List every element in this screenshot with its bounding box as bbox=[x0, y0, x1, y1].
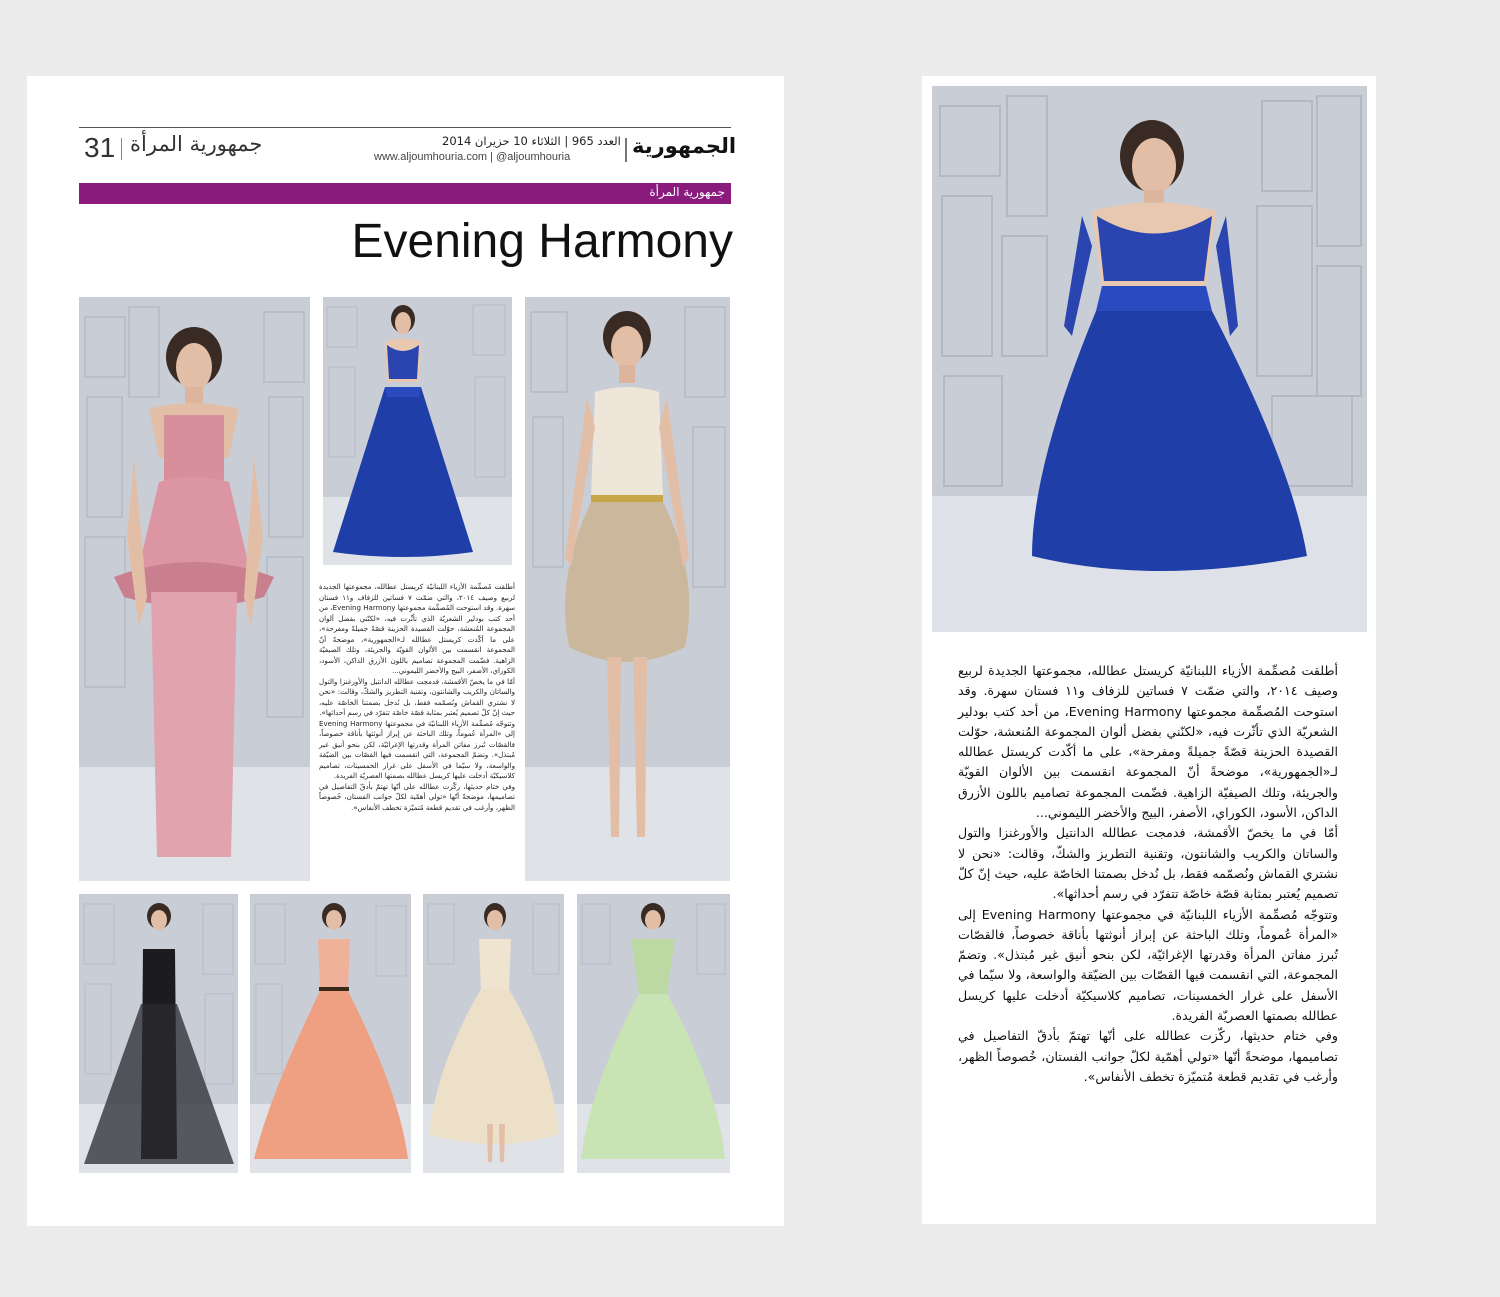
photo-peach-gown bbox=[250, 894, 411, 1173]
masthead-separator bbox=[625, 138, 627, 162]
photo-ivory-ruffle-gown bbox=[423, 894, 564, 1173]
photo-mint-gown bbox=[577, 894, 730, 1173]
article-paragraph: أمّا في ما يخصّ الأقمشة، فدمجت عطالله الدانتيل والأورغنزا والتول والساتان والكريب والشانتون، وتقنية التطريز والشكّ، وقالت: «نحن لا نشتري القماش ونُصمّمه فقط، بل نُدخل بصمتنا الخاصّة عليه، حيث إنّ كلّ تصميم يُعتبر بمثابة قصّة خاصّة تتفرّد في رسم أحداثها». bbox=[958, 825, 1338, 902]
section-bar-label: جمهورية المرأة bbox=[649, 185, 725, 199]
article-paragraph: وتتوجّه مُصمِّمة الأزياء اللبنانيّة في مجموعتها Evening Harmony إلى «المرأة عُموماً، وتلك الباحثة عن إبراز أنوثتها بأناقة خصوصاً، فالقصّات تُبرز مفاتن المرأة وقدرتها الإغرائيّة، لكن بنحو أنيق غير مُبتذل». وتضمّ المجموعة، التي انقسمت فيها القصّات بين الضيّقة والواسعة، ولا سيّما في الأسفل على غرار الخمسينات، تصاميم كلاسيكيّة أدخلت عليها كريسل عطالله بصمتها العصريّة الفريدة. bbox=[958, 906, 1338, 1024]
photo-pink-peplum-gown bbox=[79, 297, 310, 881]
masthead-logo: الجمهورية bbox=[632, 134, 737, 158]
article-paragraph: وفي ختام حديثها، ركّزت عطالله على أنّها تهتمّ بأدقّ التفاصيل في تصاميمها، موضحةً أنّها «تولي أهمّية لكلّ جوانب الفستان، خُصوصاً الظهر، وأرغب في تقديم قطعة مُتميّزة تخطف الأنفاس». bbox=[319, 781, 515, 812]
photo-black-lace-gown bbox=[79, 894, 238, 1173]
website-line: www.aljoumhouria.com | @aljoumhouria bbox=[374, 151, 571, 163]
header-rule bbox=[79, 127, 731, 128]
article-paragraph: وتتوجّه مُصمِّمة الأزياء اللبنانيّة في مجموعتها Evening Harmony إلى «المرأة عُموماً، وتلك الباحثة عن إبراز أنوثتها بأناقة خصوصاً، فالقصّات تُبرز مفاتن المرأة وقدرتها الإغرائيّة، لكن بنحو أنيق غير مُبتذل». وتضمّ المجموعة، التي انقسمت فيها القصّات بين الضيّقة والواسعة، ولا سيّما في الأسفل على غرار الخمسينات، تصاميم كلاسيكيّة أدخلت عليها كريسل عطالله بصمتها العصريّة الفريدة. bbox=[319, 718, 516, 780]
article-small-column bbox=[319, 582, 515, 813]
photo-champagne-cocktail-dress bbox=[525, 297, 730, 881]
section-name: جمهورية المرأة bbox=[130, 132, 263, 156]
magazine-page-right bbox=[922, 76, 1376, 1224]
article-large-column bbox=[958, 661, 1338, 1087]
issue-line: العدد 965 | الثلاثاء 10 حزيران 2014 bbox=[442, 134, 621, 148]
article-paragraph: أطلقت مُصمِّمة الأزياء اللبنانيّة كريستل عطالله، مجموعتها الجديدة لربيع وصيف ٢٠١٤، والتي ضمّت ٧ فساتين للزفاف و١١ فستان سهرة. وقد استوحت المُصمِّمة مجموعتها Evening Harmony، من أحد كتب بودلير الشعريّة الذي تأثّرت فيه، «لكنّني بفضل ألوان المجموعة المُنعشة، حوّلت القصيدة الحزينة قصّةً جميلةً ومفرحة»، على ما أكّدت كريستل عطالله لـ«الجمهورية»، موضحةً أنّ المجموعة انقسمت بين الألوان القويّة والجريئة، وتلك الصيفيّة الزاهية. فضّمت المجموعة تصاميم باللون الأزرق الداكن، الأسود، الكوراي، الأصفر، البيج والأخضر الليموني... bbox=[958, 663, 1338, 821]
photo-royal-blue-gown-large bbox=[932, 86, 1367, 632]
magazine-page-left bbox=[27, 76, 784, 1226]
section-bar bbox=[79, 183, 731, 204]
article-paragraph: أطلقت مُصمِّمة الأزياء اللبنانيّة كريستل عطالله، مجموعتها الجديدة لربيع وصيف ٢٠١٤، والتي ضمّت ٧ فساتين للزفاف و١١ فستان سهرة. وقد استوحت المُصمِّمة مجموعتها Evening Harmony، من أحد كتب بودلير الشعريّة الذي تأثّرت فيه، «لكنّني بفضل ألوان المجموعة المُنعشة، حوّلت القصيدة الحزينة قصّةً جميلةً ومفرحة»، على ما أكّدت كريستل عطالله لـ«الجمهورية»، موضحةً أنّ المجموعة انقسمت بين الألوان القويّة والجريئة، وتلك الصيفيّة الزاهية. فضّمت المجموعة تصاميم باللون الأزرق الداكن، الأسود، الكوراي، الأصفر، البيج والأخضر الليموني... bbox=[319, 582, 516, 675]
article-paragraph: وفي ختام حديثها، ركّزت عطالله على أنّها تهتمّ بأدقّ التفاصيل في تصاميمها، موضحةً أنّها «تولي أهمّية لكلّ جوانب الفستان، خُصوصاً الظهر، وأرغب في تقديم قطعة مُتميّزة تخطف الأنفاس». bbox=[958, 1028, 1338, 1084]
header-separator bbox=[121, 138, 122, 160]
photo-royal-blue-gown bbox=[323, 297, 512, 565]
page-title: Evening Harmony bbox=[351, 215, 733, 268]
article-paragraph: أمّا في ما يخصّ الأقمشة، فدمجت عطالله الدانتيل والأورغنزا والتول والساتان والكريب والشانتون، وتقنية التطريز والشكّ، وقالت: «نحن لا نشتري القماش ونُصمّمه فقط، بل نُدخل بصمتنا الخاصّة عليه، حيث إنّ كلّ تصميم يُعتبر بمثابة قصّة خاصّة تتفرّد في رسم أحداثها». bbox=[319, 676, 515, 717]
page-number: 31 bbox=[84, 132, 116, 163]
